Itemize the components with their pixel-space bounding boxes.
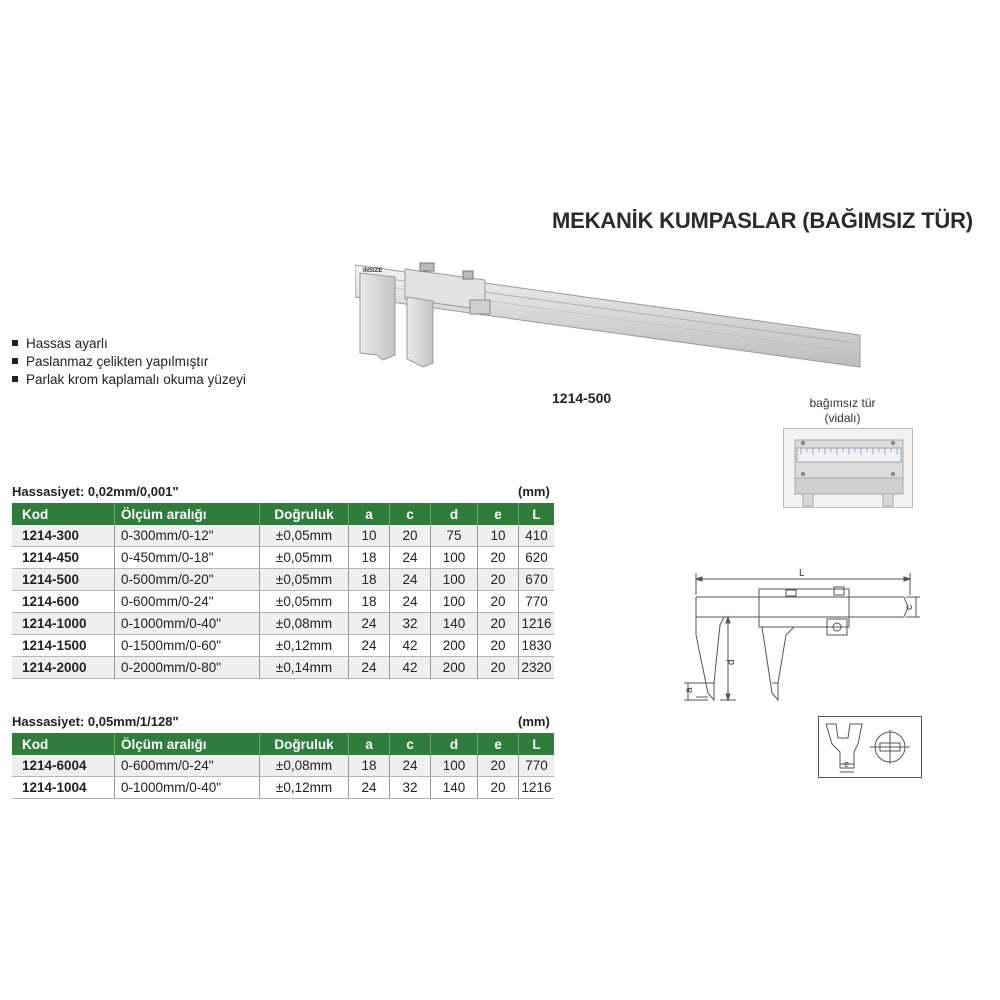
unit-label-1: (mm) [518, 484, 550, 499]
cell-c: 42 [390, 635, 431, 657]
precision-label-1: Hassasiyet: 0,02mm/0,001" [12, 484, 179, 499]
table-row [12, 755, 554, 777]
cell-e: 10 [478, 525, 519, 547]
feature-text: Hassas ayarlı [26, 336, 108, 351]
cell-d: 100 [431, 591, 478, 613]
cell-d: 200 [431, 657, 478, 679]
cell-c: 24 [390, 569, 431, 591]
cell-dogruluk: ±0,05mm [260, 525, 349, 547]
dim-label-d: d [726, 659, 737, 665]
dimension-diagram [684, 565, 920, 710]
cell-kod: 1214-1004 [12, 777, 115, 799]
cell-c: 32 [390, 613, 431, 635]
cell-olcum: 0-300mm/0-12" [115, 525, 260, 547]
cell-a: 24 [349, 777, 390, 799]
feature-item [12, 353, 246, 371]
unit-label-2: (mm) [518, 714, 550, 729]
jaw-section-diagram [818, 716, 922, 778]
cell-kod: 1214-1500 [12, 635, 115, 657]
feature-text: Paslanmaz çelikten yapılmıştır [26, 354, 209, 369]
cell-L: 2320 [519, 657, 555, 679]
cell-a: 10 [349, 525, 390, 547]
cell-d: 140 [431, 613, 478, 635]
table-row [12, 657, 554, 679]
dim-label-c: c [904, 605, 915, 610]
cell-olcum: 0-600mm/0-24" [115, 591, 260, 613]
col-header-d: d [431, 503, 478, 525]
table-row [12, 777, 554, 799]
spec-table-1 [12, 503, 554, 679]
cell-a: 18 [349, 547, 390, 569]
vidali-caption [775, 396, 910, 426]
col-header-a: a [349, 503, 390, 525]
col-header-olcum: Ölçüm aralığı [115, 733, 260, 755]
cell-a: 18 [349, 591, 390, 613]
cell-dogruluk: ±0,12mm [260, 635, 349, 657]
cell-e: 20 [478, 635, 519, 657]
cell-d: 200 [431, 635, 478, 657]
cell-c: 24 [390, 547, 431, 569]
col-header-kod: Kod [12, 733, 115, 755]
feature-text: Parlak krom kaplamalı okuma yüzeyi [26, 372, 246, 387]
table-header-row [12, 503, 554, 525]
cell-dogruluk: ±0,05mm [260, 591, 349, 613]
cell-dogruluk: ±0,08mm [260, 755, 349, 777]
cell-olcum: 0-600mm/0-24" [115, 755, 260, 777]
col-header-kod: Kod [12, 503, 115, 525]
col-header-c: c [390, 733, 431, 755]
cell-a: 18 [349, 755, 390, 777]
cell-e: 20 [478, 547, 519, 569]
cell-e: 20 [478, 591, 519, 613]
col-header-e: e [478, 503, 519, 525]
cell-L: 1216 [519, 777, 555, 799]
cell-kod: 1214-300 [12, 525, 115, 547]
cell-L: 770 [519, 591, 555, 613]
cell-d: 100 [431, 569, 478, 591]
cell-a: 18 [349, 569, 390, 591]
cell-kod: 1214-6004 [12, 755, 115, 777]
table-row [12, 591, 554, 613]
cell-dogruluk: ±0,05mm [260, 569, 349, 591]
cell-dogruluk: ±0,08mm [260, 613, 349, 635]
cell-a: 24 [349, 613, 390, 635]
bullet-icon [12, 358, 18, 364]
cell-olcum: 0-500mm/0-20" [115, 569, 260, 591]
cell-a: 24 [349, 657, 390, 679]
dim-label-e: e [844, 759, 850, 769]
cell-a: 24 [349, 635, 390, 657]
cell-c: 24 [390, 755, 431, 777]
vernier-scale-image [783, 428, 913, 508]
caliper-image [355, 255, 865, 375]
col-header-a: a [349, 733, 390, 755]
cell-e: 20 [478, 613, 519, 635]
col-header-dogruluk: Doğruluk [260, 733, 349, 755]
cell-olcum: 0-1500mm/0-60" [115, 635, 260, 657]
feature-item [12, 335, 246, 353]
col-header-dogruluk: Doğruluk [260, 503, 349, 525]
cell-L: 770 [519, 755, 555, 777]
bullet-icon [12, 376, 18, 382]
cell-c: 42 [390, 657, 431, 679]
cell-kod: 1214-600 [12, 591, 115, 613]
cell-kod: 1214-2000 [12, 657, 115, 679]
feature-item [12, 371, 246, 389]
cell-olcum: 0-1000mm/0-40" [115, 777, 260, 799]
cell-olcum: 0-1000mm/0-40" [115, 613, 260, 635]
cell-olcum: 0-2000mm/0-80" [115, 657, 260, 679]
col-header-e: e [478, 733, 519, 755]
cell-kod: 1214-500 [12, 569, 115, 591]
cell-L: 670 [519, 569, 555, 591]
cell-dogruluk: ±0,05mm [260, 547, 349, 569]
cell-e: 20 [478, 755, 519, 777]
feature-list [12, 335, 246, 389]
model-label: 1214-500 [552, 390, 612, 406]
col-header-c: c [390, 503, 431, 525]
col-header-L: L [519, 503, 555, 525]
table-row [12, 547, 554, 569]
cell-e: 20 [478, 777, 519, 799]
caliper-logo: INSIZE [363, 268, 383, 274]
table-row [12, 635, 554, 657]
table-header-row [12, 733, 554, 755]
precision-label-2: Hassasiyet: 0,05mm/1/128" [12, 714, 179, 729]
cell-dogruluk: ±0,12mm [260, 777, 349, 799]
cell-olcum: 0-450mm/0-18" [115, 547, 260, 569]
cell-d: 140 [431, 777, 478, 799]
page-title: MEKANİK KUMPASLAR (BAĞIMSIZ TÜR) [552, 208, 973, 233]
cell-L: 1216 [519, 613, 555, 635]
col-header-L: L [519, 733, 555, 755]
table-row [12, 613, 554, 635]
cell-kod: 1214-1000 [12, 613, 115, 635]
cell-kod: 1214-450 [12, 547, 115, 569]
cell-L: 410 [519, 525, 555, 547]
cell-d: 100 [431, 755, 478, 777]
dim-label-L: L [799, 568, 805, 579]
cell-e: 20 [478, 569, 519, 591]
col-header-olcum: Ölçüm aralığı [115, 503, 260, 525]
cell-c: 32 [390, 777, 431, 799]
cell-e: 20 [478, 657, 519, 679]
cell-L: 1830 [519, 635, 555, 657]
table-row [12, 569, 554, 591]
table-row [12, 525, 554, 547]
cell-c: 24 [390, 591, 431, 613]
bullet-icon [12, 340, 18, 346]
cell-d: 100 [431, 547, 478, 569]
col-header-d: d [431, 733, 478, 755]
cell-c: 20 [390, 525, 431, 547]
vidali-caption-line2: (vidalı) [824, 411, 861, 425]
cell-dogruluk: ±0,14mm [260, 657, 349, 679]
spec-table-2 [12, 733, 554, 799]
cell-L: 620 [519, 547, 555, 569]
dim-label-a: a [684, 687, 695, 693]
vidali-caption-line1: bağımsız tür [809, 396, 876, 410]
cell-d: 75 [431, 525, 478, 547]
